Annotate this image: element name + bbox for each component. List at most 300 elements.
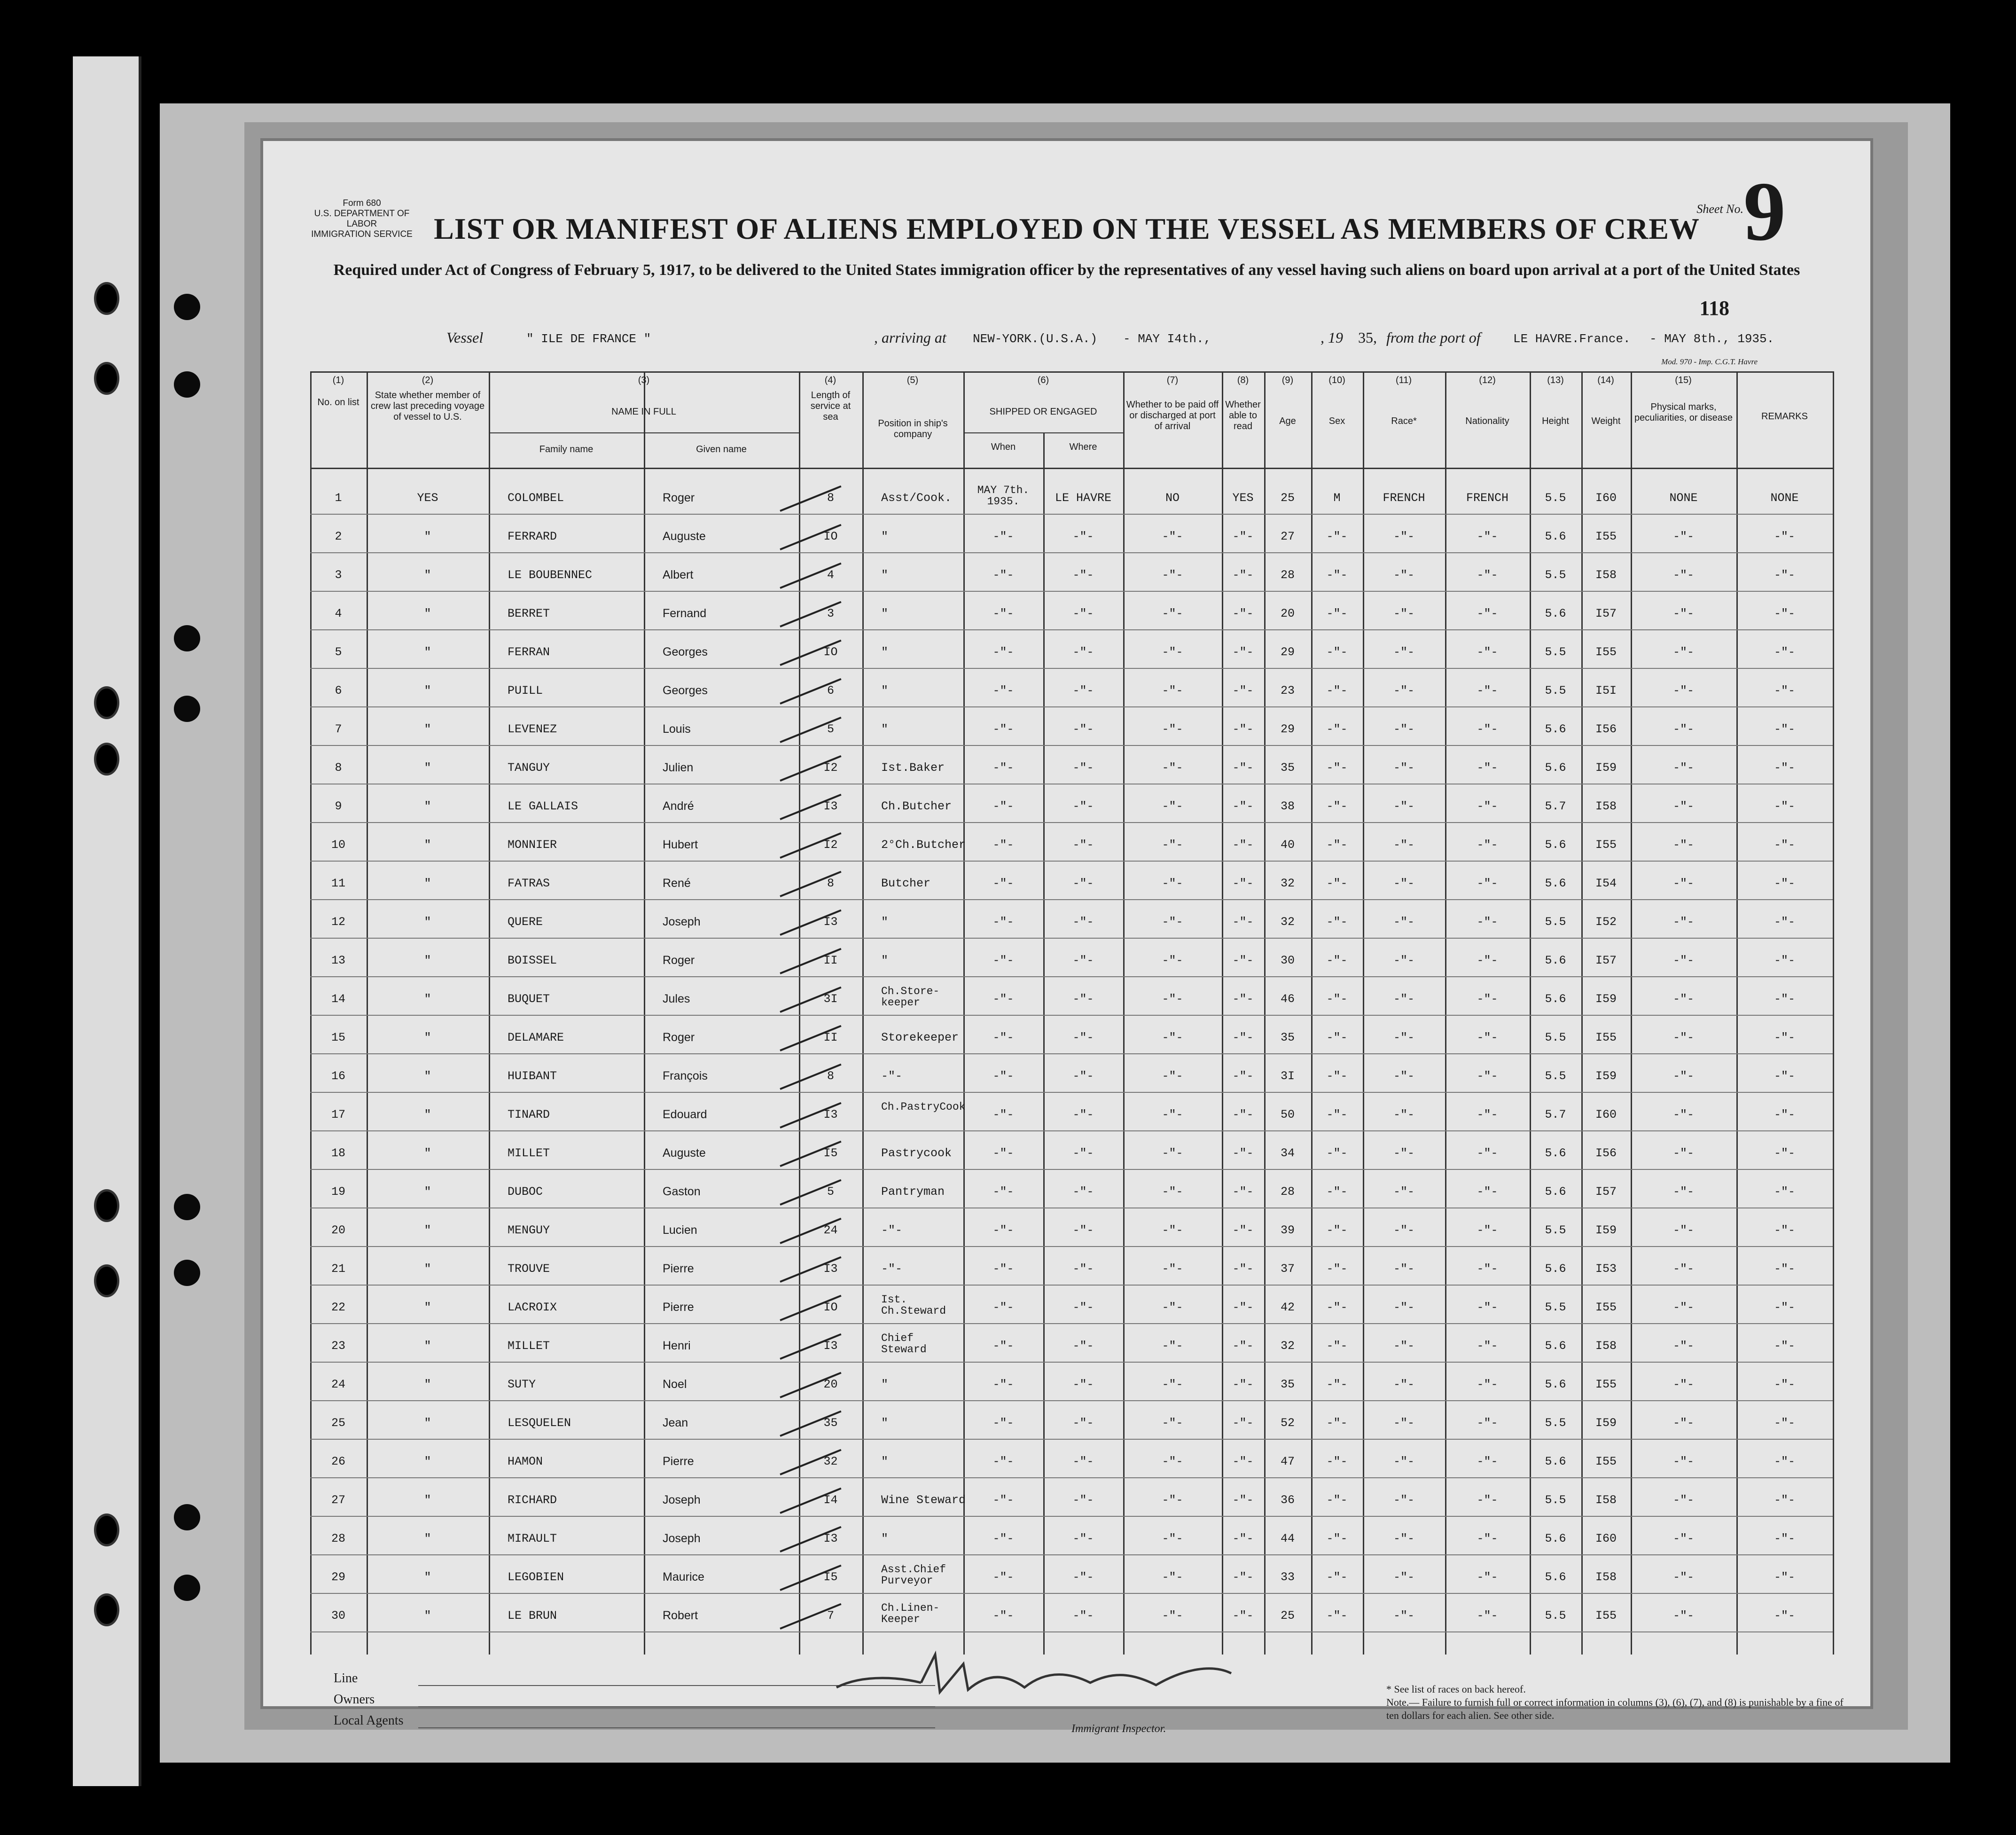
cell-physical: -"- [1672, 1416, 1694, 1430]
cell-when: -"- [992, 530, 1014, 543]
cell-service: 4 [827, 568, 834, 582]
cell-nationality: -"- [1477, 1223, 1498, 1237]
cell-paid: -"- [1162, 761, 1183, 775]
table-row [310, 1142, 1833, 1170]
column-header-race: Race* [1391, 416, 1417, 426]
cell-service: II [823, 1031, 838, 1044]
cell-service: 35 [823, 1416, 838, 1430]
table-row [310, 1103, 1833, 1131]
cell-weight: I58 [1595, 1493, 1617, 1507]
cell-no: 15 [331, 1031, 345, 1044]
cell-given: André [663, 800, 694, 813]
cell-family: HAMON [508, 1455, 543, 1468]
cell-sex: -"- [1326, 1416, 1348, 1430]
cell-physical: -"- [1672, 1493, 1694, 1507]
cell-age: 25 [1280, 1609, 1295, 1623]
table-row [310, 718, 1833, 746]
column-header-age: Age [1279, 416, 1296, 426]
cell-paid: -"- [1162, 1146, 1183, 1160]
cell-weight: I58 [1595, 1339, 1617, 1353]
cell-sex: -"- [1326, 684, 1348, 698]
cell-position: Storekeeper [881, 1031, 959, 1044]
cell-race: -"- [1393, 954, 1414, 967]
cell-weight: I56 [1595, 722, 1617, 736]
line-label: Line [334, 1671, 358, 1686]
cell-weight: I57 [1595, 1185, 1617, 1199]
cell-height: 5.7 [1545, 800, 1566, 813]
cell-where: -"- [1072, 1532, 1094, 1545]
binder-hole [94, 1264, 119, 1297]
cell-no: 12 [331, 915, 345, 929]
cell-race: -"- [1393, 915, 1414, 929]
cell-family: BERRET [508, 607, 550, 620]
cell-nationality: -"- [1477, 1185, 1498, 1199]
cell-given: Auguste [663, 1146, 706, 1160]
cell-height: 5.5 [1545, 568, 1566, 582]
table-row [310, 910, 1833, 939]
column-number: (11) [1395, 375, 1412, 385]
column-number: (8) [1237, 375, 1249, 385]
cell-race: -"- [1393, 645, 1414, 659]
cell-service: 24 [823, 1223, 838, 1237]
manifest-table [310, 371, 1833, 1655]
cell-position: " [881, 1416, 889, 1430]
cell-position: Asst/Cook. [881, 491, 952, 505]
cell-service: I5 [823, 1146, 838, 1160]
cell-where: -"- [1072, 1609, 1094, 1623]
cell-age: 44 [1280, 1532, 1295, 1545]
cell-given: Joseph [663, 1532, 701, 1545]
cell-weight: I53 [1595, 1262, 1617, 1276]
cell-position: " [881, 684, 889, 698]
cell-paid: -"- [1162, 1378, 1183, 1391]
cell-prev: " [424, 761, 431, 775]
table-row [310, 679, 1833, 707]
cell-where: -"- [1072, 1301, 1094, 1314]
column-number: (9) [1281, 375, 1294, 385]
cell-race: -"- [1393, 1223, 1414, 1237]
cell-family: LESQUELEN [508, 1416, 571, 1430]
punch-hole [174, 371, 200, 398]
cell-race: -"- [1393, 877, 1414, 890]
cell-age: 52 [1280, 1416, 1295, 1430]
cell-race: -"- [1393, 992, 1414, 1006]
cell-read: -"- [1232, 838, 1254, 852]
table-row [310, 602, 1833, 630]
printer-note: Mod. 970 - Imp. C.G.T. Havre [1661, 357, 1758, 366]
cell-given: Georges [663, 684, 708, 697]
cell-sex: -"- [1326, 761, 1348, 775]
cell-service: I5 [823, 1570, 838, 1584]
table-row [310, 1373, 1833, 1401]
cell-where: -"- [1072, 684, 1094, 698]
cell-service: 3I [823, 992, 838, 1006]
cell-where: -"- [1072, 1416, 1094, 1430]
cell-read: -"- [1232, 1609, 1254, 1623]
cell-where: -"- [1072, 645, 1094, 659]
cell-when: -"- [992, 1532, 1014, 1545]
column-number: (6) [1037, 375, 1049, 385]
cell-paid: -"- [1162, 1069, 1183, 1083]
cell-sex: -"- [1326, 1108, 1348, 1121]
arriving-port: NEW-YORK.(U.S.A.) [973, 332, 1098, 346]
cell-no: 14 [331, 992, 345, 1006]
cell-height: 5.5 [1545, 645, 1566, 659]
cell-when: -"- [992, 1108, 1014, 1121]
cell-weight: I58 [1595, 800, 1617, 813]
cell-weight: I55 [1595, 530, 1617, 543]
cell-age: 29 [1280, 722, 1295, 736]
cell-where: -"- [1072, 1185, 1094, 1199]
cell-no: 19 [331, 1185, 345, 1199]
cell-given: Gaston [663, 1185, 701, 1198]
cell-service: 3 [827, 607, 834, 620]
cell-service: 8 [827, 1069, 834, 1083]
cell-nationality: -"- [1477, 1455, 1498, 1468]
column-header-able-read: Whether able to read [1225, 400, 1261, 431]
cell-position: " [881, 915, 889, 929]
cell-sex: -"- [1326, 607, 1348, 620]
cell-remarks: -"- [1774, 568, 1795, 582]
cell-age: 38 [1280, 800, 1295, 813]
cell-service: II [823, 954, 838, 967]
cell-where: -"- [1072, 1223, 1094, 1237]
cell-sex: -"- [1326, 568, 1348, 582]
cell-sex: -"- [1326, 645, 1348, 659]
table-row [310, 1296, 1833, 1324]
cell-age: 39 [1280, 1223, 1295, 1237]
cell-remarks: -"- [1774, 684, 1795, 698]
cell-where: -"- [1072, 992, 1094, 1006]
column-header-nationality: Nationality [1465, 416, 1509, 426]
column-header-no-on-list: No. on list [317, 397, 359, 408]
punch-hole [174, 1575, 200, 1601]
year-prefix: , 19 [1321, 329, 1343, 346]
cell-paid: -"- [1162, 1262, 1183, 1276]
cell-no: 28 [331, 1532, 345, 1545]
cell-position: Ch.PastryCook [881, 1101, 966, 1113]
cell-sex: -"- [1326, 722, 1348, 736]
cell-prev: " [424, 1609, 431, 1623]
cell-when: -"- [992, 838, 1014, 852]
departure-date: - MAY 8th., 1935. [1649, 332, 1774, 346]
footnotes [1386, 1683, 1847, 1722]
service: IMMIGRATION SERVICE [311, 229, 413, 239]
cell-position: Pastrycook [881, 1146, 952, 1160]
cell-read: -"- [1232, 761, 1254, 775]
inspector-signature [827, 1645, 1250, 1706]
cell-prev: " [424, 1301, 431, 1314]
cell-remarks: -"- [1774, 1108, 1795, 1121]
column-header-name-in-full: NAME IN FULL [611, 407, 676, 417]
cell-age: 28 [1280, 1185, 1295, 1199]
cell-where: -"- [1072, 568, 1094, 582]
cell-age: 32 [1280, 877, 1295, 890]
cell-remarks: -"- [1774, 1609, 1795, 1623]
cell-family: MILLET [508, 1146, 550, 1160]
cell-position: Ist.Baker [881, 761, 945, 775]
cell-age: 40 [1280, 838, 1295, 852]
cell-age: 33 [1280, 1570, 1295, 1584]
cell-nationality: -"- [1477, 1339, 1498, 1353]
cell-paid: -"- [1162, 954, 1183, 967]
vessel-label: Vessel [446, 329, 484, 346]
punch-hole [174, 1260, 200, 1286]
cell-service: I2 [823, 761, 838, 775]
cell-given: Noel [663, 1378, 687, 1391]
cell-service: I2 [823, 838, 838, 852]
cell-prev: " [424, 915, 431, 929]
cell-physical: -"- [1672, 1185, 1694, 1199]
column-header-height: Height [1542, 416, 1569, 426]
column-header-physical: Physical marks, peculiarities, or disease [1634, 402, 1733, 423]
cell-age: 37 [1280, 1262, 1295, 1276]
cell-when: -"- [992, 1031, 1014, 1044]
cell-when: -"- [992, 607, 1014, 620]
cell-where: -"- [1072, 1339, 1094, 1353]
cell-given: Joseph [663, 915, 701, 928]
table-row [310, 1334, 1833, 1363]
cell-physical: -"- [1672, 607, 1694, 620]
cell-physical: -"- [1672, 1146, 1694, 1160]
cell-weight: I55 [1595, 1455, 1617, 1468]
column-header-given-name: Given name [696, 444, 747, 455]
column-number: (5) [906, 375, 919, 385]
cell-height: 5.6 [1545, 1455, 1566, 1468]
table-row [310, 833, 1833, 862]
binder-hole [94, 282, 119, 315]
vessel-line [418, 329, 1786, 353]
cell-remarks: -"- [1774, 761, 1795, 775]
cell-weight: I57 [1595, 954, 1617, 967]
cell-position: Ist. Ch.Steward [881, 1294, 946, 1317]
cell-sex: -"- [1326, 1223, 1348, 1237]
cell-height: 5.6 [1545, 722, 1566, 736]
cell-service: 6 [827, 684, 834, 698]
column-header-position: Position in ship's company [878, 418, 948, 439]
cell-read: -"- [1232, 1455, 1254, 1468]
cell-family: HUIBANT [508, 1069, 557, 1083]
cell-no: 13 [331, 954, 345, 967]
cell-physical: -"- [1672, 1262, 1694, 1276]
cell-remarks: -"- [1774, 1301, 1795, 1314]
header-rule [310, 371, 1833, 373]
cell-no: 9 [335, 800, 342, 813]
cell-height: 5.5 [1545, 1609, 1566, 1623]
cell-sex: -"- [1326, 530, 1348, 543]
cell-no: 16 [331, 1069, 345, 1083]
cell-height: 5.5 [1545, 491, 1566, 505]
cell-paid: -"- [1162, 722, 1183, 736]
cell-age: 36 [1280, 1493, 1295, 1507]
cell-weight: I55 [1595, 1609, 1617, 1623]
cell-race: -"- [1393, 1069, 1414, 1083]
cell-height: 5.6 [1545, 1532, 1566, 1545]
cell-when: -"- [992, 1223, 1014, 1237]
cell-sex: -"- [1326, 838, 1348, 852]
cell-physical: -"- [1672, 1570, 1694, 1584]
cell-no: 4 [335, 607, 342, 620]
cell-remarks: -"- [1774, 1416, 1795, 1430]
cell-service: IO [823, 645, 838, 659]
cell-remarks: -"- [1774, 1378, 1795, 1391]
column-number: (13) [1547, 375, 1564, 385]
cell-height: 5.5 [1545, 1493, 1566, 1507]
cell-given: Joseph [663, 1493, 701, 1506]
cell-sex: -"- [1326, 1378, 1348, 1391]
cell-no: 17 [331, 1108, 345, 1121]
cell-age: 23 [1280, 684, 1295, 698]
cell-when: -"- [992, 877, 1014, 890]
cell-read: -"- [1232, 1416, 1254, 1430]
cell-race: -"- [1393, 1532, 1414, 1545]
cell-service: IO [823, 530, 838, 543]
cell-position: Butcher [881, 877, 931, 890]
cell-race: -"- [1393, 684, 1414, 698]
cell-family: LEVENEZ [508, 722, 557, 736]
cell-weight: I57 [1595, 607, 1617, 620]
cell-prev: " [424, 1108, 431, 1121]
vessel-name: " ILE DE FRANCE " [526, 332, 651, 346]
cell-read: -"- [1232, 607, 1254, 620]
cell-when: MAY 7th. 1935. [977, 484, 1030, 508]
cell-paid: -"- [1162, 645, 1183, 659]
cell-when: -"- [992, 992, 1014, 1006]
cell-service: 8 [827, 877, 834, 890]
from-label: from the port of [1386, 329, 1481, 346]
cell-height: 5.5 [1545, 1301, 1566, 1314]
cell-remarks: -"- [1774, 1069, 1795, 1083]
table-row [310, 1180, 1833, 1208]
cell-where: -"- [1072, 1378, 1094, 1391]
cell-weight: I55 [1595, 1031, 1617, 1044]
table-row [310, 1219, 1833, 1247]
cell-position: " [881, 1378, 889, 1391]
cell-weight: I59 [1595, 992, 1617, 1006]
cell-remarks: -"- [1774, 1185, 1795, 1199]
cell-remarks: -"- [1774, 607, 1795, 620]
cell-physical: -"- [1672, 645, 1694, 659]
cell-no: 8 [335, 761, 342, 775]
cell-physical: -"- [1672, 530, 1694, 543]
cell-service: I3 [823, 800, 838, 813]
cell-remarks: -"- [1774, 722, 1795, 736]
cell-given: Hubert [663, 838, 698, 851]
cell-remarks: -"- [1774, 954, 1795, 967]
cell-paid: -"- [1162, 915, 1183, 929]
cell-physical: -"- [1672, 800, 1694, 813]
cell-paid: -"- [1162, 1609, 1183, 1623]
cell-race: FRENCH [1383, 491, 1425, 505]
cell-position: -"- [881, 1223, 903, 1237]
cell-remarks: -"- [1774, 1339, 1795, 1353]
cell-paid: -"- [1162, 1031, 1183, 1044]
punch-hole [174, 1504, 200, 1530]
cell-position: -"- [881, 1262, 903, 1276]
column-number: (1) [332, 375, 344, 385]
cell-paid: -"- [1162, 992, 1183, 1006]
local-agents-label: Local Agents [334, 1713, 404, 1728]
cell-given: Lucien [663, 1223, 697, 1237]
cell-paid: -"- [1162, 1493, 1183, 1507]
cell-race: -"- [1393, 761, 1414, 775]
cell-where: -"- [1072, 1108, 1094, 1121]
stamp-number: 118 [1699, 297, 1729, 320]
cell-prev: " [424, 1339, 431, 1353]
cell-where: -"- [1072, 1146, 1094, 1160]
cell-given: Maurice [663, 1570, 704, 1584]
cell-position: " [881, 607, 889, 620]
cell-weight: I60 [1595, 1532, 1617, 1545]
cell-nationality: -"- [1477, 838, 1498, 852]
cell-height: 5.6 [1545, 607, 1566, 620]
cell-where: -"- [1072, 761, 1094, 775]
cell-given: François [663, 1069, 708, 1082]
cell-where: -"- [1072, 1570, 1094, 1584]
cell-remarks: -"- [1774, 530, 1795, 543]
cell-sex: M [1333, 491, 1341, 505]
cell-position: " [881, 568, 889, 582]
punch-hole [174, 1194, 200, 1220]
cell-age: 35 [1280, 1378, 1295, 1391]
cell-position: " [881, 1455, 889, 1468]
cell-read: -"- [1232, 645, 1254, 659]
cell-read: -"- [1232, 1301, 1254, 1314]
cell-position: 2°Ch.Butcher [881, 838, 966, 852]
cell-service: 5 [827, 722, 834, 736]
cell-when: -"- [992, 954, 1014, 967]
cell-when: -"- [992, 1339, 1014, 1353]
cell-prev: " [424, 1223, 431, 1237]
cell-nationality: -"- [1477, 1570, 1498, 1584]
cell-remarks: -"- [1774, 1570, 1795, 1584]
table-row [310, 872, 1833, 900]
cell-prev: " [424, 1378, 431, 1391]
cell-paid: -"- [1162, 1223, 1183, 1237]
cell-height: 5.6 [1545, 954, 1566, 967]
cell-when: -"- [992, 800, 1014, 813]
cell-family: DELAMARE [508, 1031, 564, 1044]
page-subtitle: Required under Act of Congress of February 5, 1917, to be delivered to the United States immigration officer by the representatives of any vessel having such aliens on board upon arrival at a port of the United States [333, 261, 1800, 279]
cell-race: -"- [1393, 1378, 1414, 1391]
cell-when: -"- [992, 1146, 1014, 1160]
cell-family: FERRARD [508, 530, 557, 543]
cell-prev: " [424, 877, 431, 890]
cell-prev: " [424, 1493, 431, 1507]
cell-paid: -"- [1162, 1108, 1183, 1121]
cell-family: SUTY [508, 1378, 536, 1391]
cell-height: 5.6 [1545, 1378, 1566, 1391]
cell-read: -"- [1232, 1031, 1254, 1044]
cell-race: -"- [1393, 568, 1414, 582]
cell-no: 21 [331, 1262, 345, 1276]
table-row [310, 949, 1833, 977]
cell-remarks: -"- [1774, 1031, 1795, 1044]
cell-age: 35 [1280, 761, 1295, 775]
cell-height: 5.5 [1545, 1069, 1566, 1083]
cell-read: -"- [1232, 1223, 1254, 1237]
cell-no: 3 [335, 568, 342, 582]
binder-hole [94, 1189, 119, 1222]
cell-service: IO [823, 1301, 838, 1314]
cell-when: -"- [992, 1493, 1014, 1507]
table-row [310, 1257, 1833, 1286]
cell-read: -"- [1232, 1185, 1254, 1199]
binder-hole [94, 1593, 119, 1626]
cell-given: Roger [663, 954, 695, 967]
table-row [310, 564, 1833, 592]
cell-sex: -"- [1326, 1339, 1348, 1353]
